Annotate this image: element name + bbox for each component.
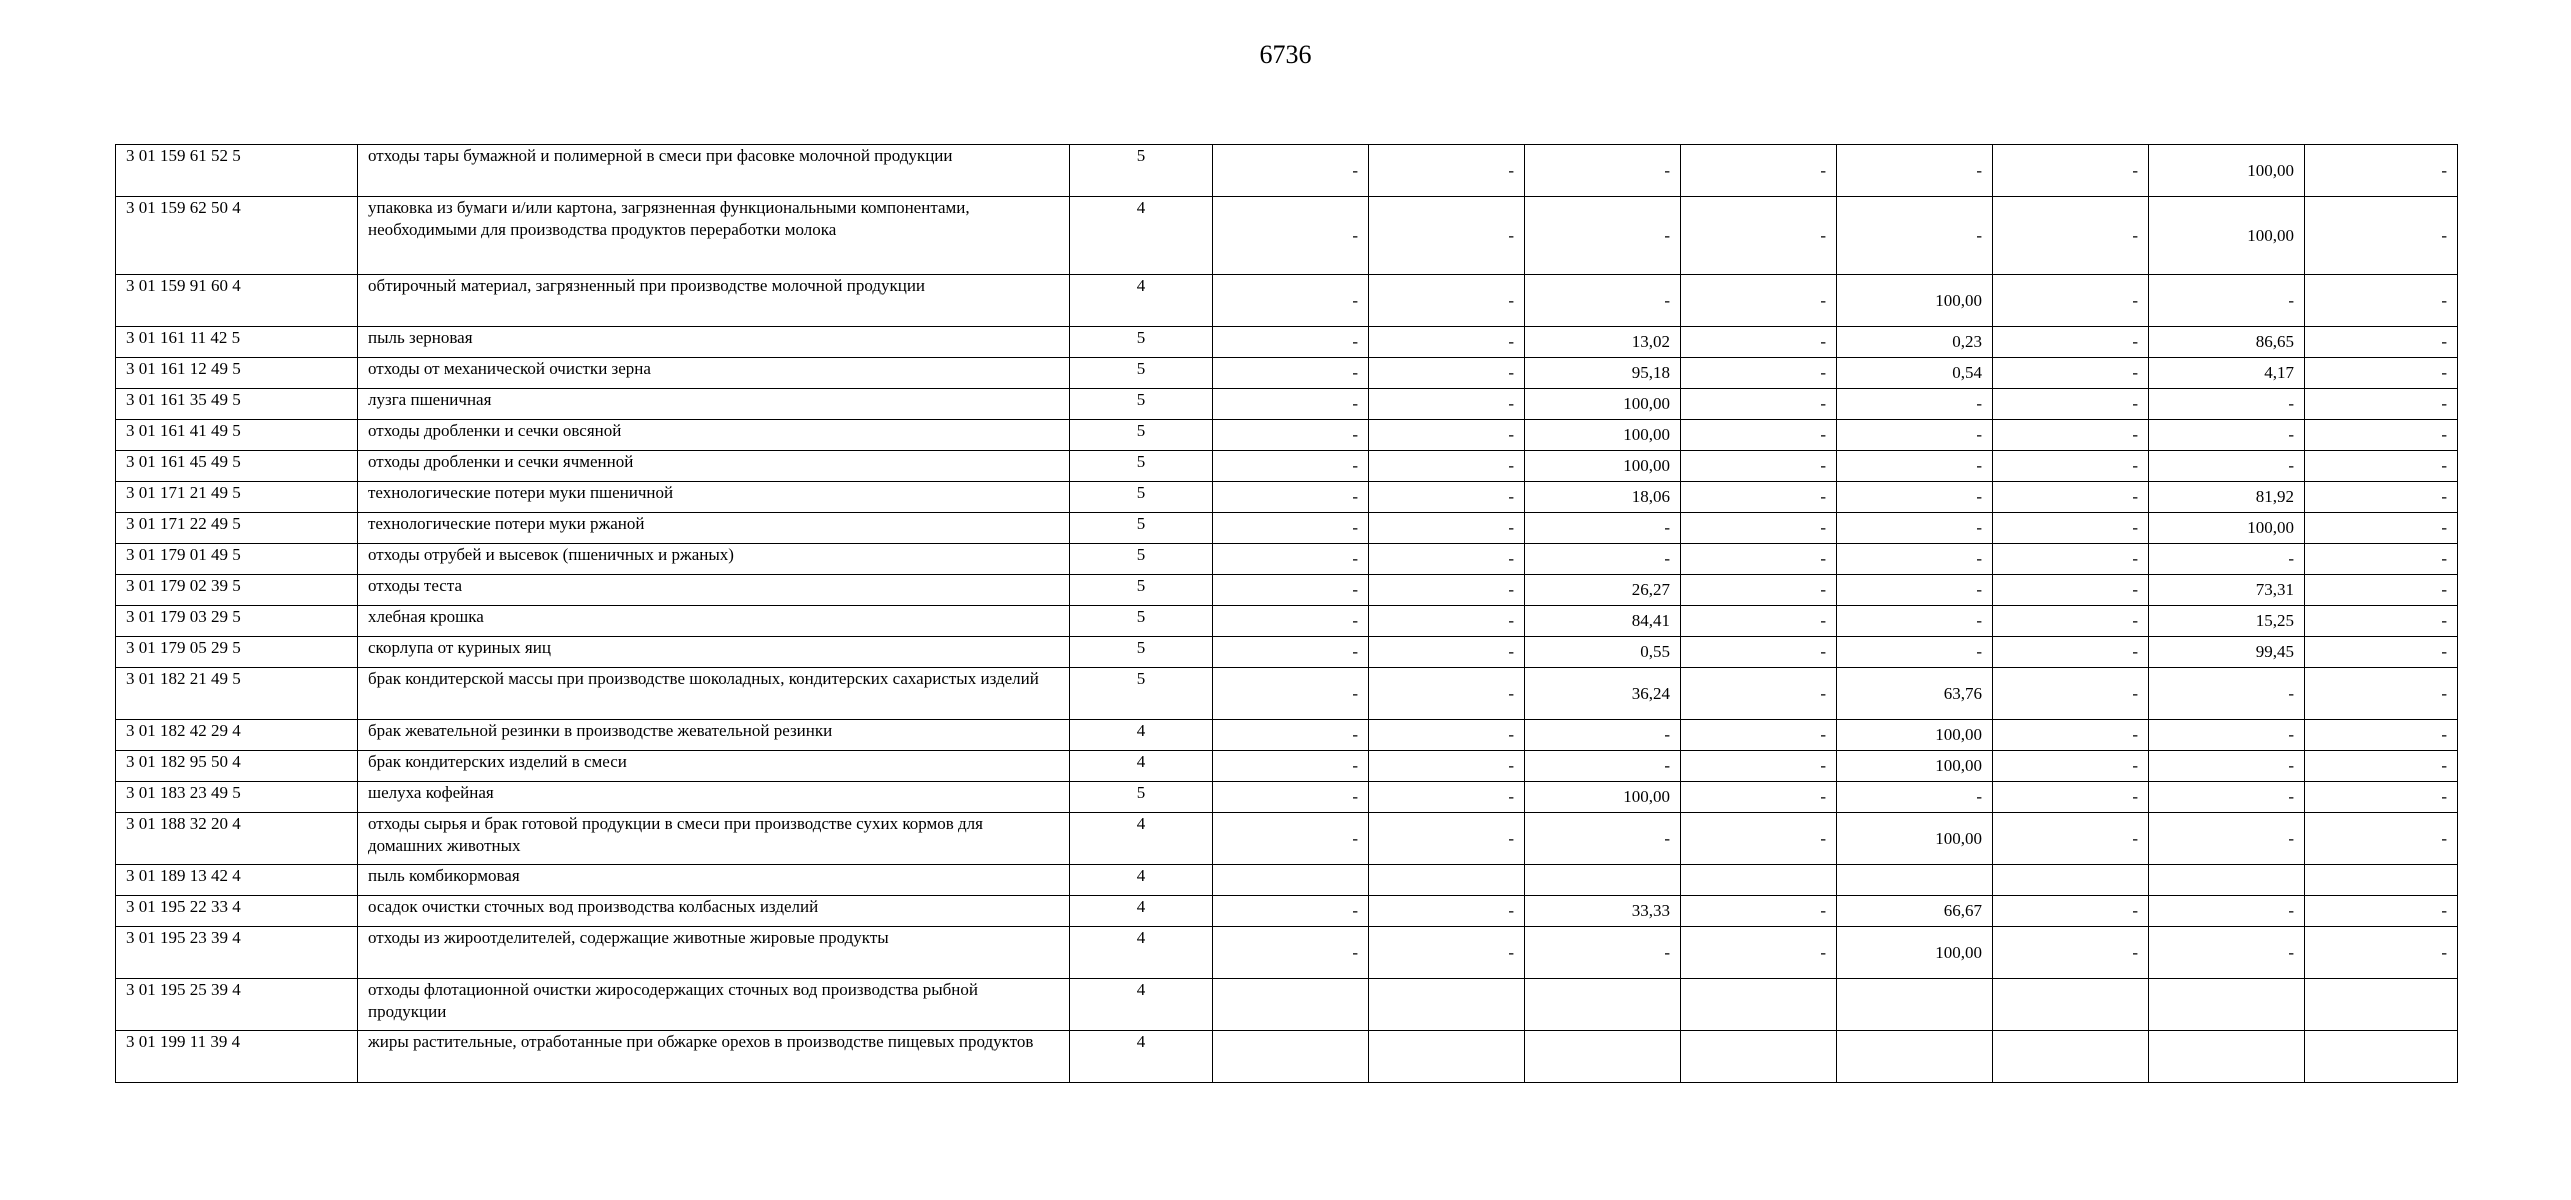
share-value-cell: - [1993, 327, 2149, 358]
share-value-cell: - [1369, 451, 1525, 482]
table-row [116, 720, 2458, 751]
share-value-cell: - [1213, 782, 1369, 813]
waste-code-cell: 3 01 189 13 42 4 [116, 865, 358, 896]
waste-code-cell: 3 01 199 11 39 4 [116, 1031, 358, 1083]
hazard-class-cell: 5 [1070, 327, 1213, 358]
waste-name-cell: отходы теста [358, 575, 1070, 606]
waste-code-cell: 3 01 179 02 39 5 [116, 575, 358, 606]
share-value-cell: - [1837, 513, 1993, 544]
table-row [116, 668, 2458, 720]
share-value-cell: - [1213, 389, 1369, 420]
share-value-cell: 100,00 [2149, 513, 2305, 544]
share-value-cell: - [1993, 275, 2149, 327]
share-value-cell: - [2305, 197, 2458, 275]
share-value-cell [1837, 979, 1993, 1031]
waste-code-cell: 3 01 188 32 20 4 [116, 813, 358, 865]
hazard-class-cell: 5 [1070, 482, 1213, 513]
share-value-cell: 100,00 [1837, 813, 1993, 865]
share-value-cell: 100,00 [1525, 389, 1681, 420]
hazard-class-cell: 5 [1070, 668, 1213, 720]
share-value-cell: 26,27 [1525, 575, 1681, 606]
table-row [116, 389, 2458, 420]
share-value-cell [1369, 979, 1525, 1031]
table-row [116, 544, 2458, 575]
table-row [116, 327, 2458, 358]
share-value-cell: - [1681, 575, 1837, 606]
share-value-cell: - [1993, 668, 2149, 720]
waste-name-cell: пыль зерновая [358, 327, 1070, 358]
share-value-cell: - [1681, 896, 1837, 927]
share-value-cell: - [1213, 197, 1369, 275]
waste-name-cell: шелуха кофейная [358, 782, 1070, 813]
share-value-cell: - [1369, 197, 1525, 275]
share-value-cell: - [1837, 637, 1993, 668]
waste-code-cell: 3 01 182 21 49 5 [116, 668, 358, 720]
share-value-cell: 33,33 [1525, 896, 1681, 927]
share-value-cell: - [2149, 275, 2305, 327]
share-value-cell: 13,02 [1525, 327, 1681, 358]
share-value-cell: 18,06 [1525, 482, 1681, 513]
hazard-class-cell: 4 [1070, 751, 1213, 782]
waste-code-cell: 3 01 161 35 49 5 [116, 389, 358, 420]
share-value-cell: - [1369, 782, 1525, 813]
share-value-cell [2305, 979, 2458, 1031]
share-value-cell: - [2305, 751, 2458, 782]
waste-name-cell: брак жевательной резинки в производстве жевательной резинки [358, 720, 1070, 751]
share-value-cell: 95,18 [1525, 358, 1681, 389]
share-value-cell: - [2149, 751, 2305, 782]
table-row [116, 606, 2458, 637]
share-value-cell [1681, 979, 1837, 1031]
waste-code-cell: 3 01 159 91 60 4 [116, 275, 358, 327]
hazard-class-cell: 4 [1070, 927, 1213, 979]
table-row [116, 275, 2458, 327]
table-body [116, 145, 2458, 1083]
waste-name-cell: жиры растительные, отработанные при обжарке орехов в производстве пищевых продуктов [358, 1031, 1070, 1083]
share-value-cell: - [1213, 637, 1369, 668]
share-value-cell: 86,65 [2149, 327, 2305, 358]
share-value-cell: - [1993, 358, 2149, 389]
share-value-cell: - [1369, 145, 1525, 197]
share-value-cell: 15,25 [2149, 606, 2305, 637]
share-value-cell: - [1681, 275, 1837, 327]
share-value-cell [1993, 1031, 2149, 1083]
share-value-cell: - [1213, 813, 1369, 865]
waste-code-cell: 3 01 159 61 52 5 [116, 145, 358, 197]
table-row [116, 197, 2458, 275]
share-value-cell: - [1369, 389, 1525, 420]
share-value-cell: - [1993, 575, 2149, 606]
share-value-cell [1369, 1031, 1525, 1083]
share-value-cell: - [1837, 544, 1993, 575]
share-value-cell [1993, 865, 2149, 896]
share-value-cell: - [1213, 275, 1369, 327]
waste-name-cell: отходы дробленки и сечки овсяной [358, 420, 1070, 451]
share-value-cell: - [1213, 482, 1369, 513]
share-value-cell [1837, 865, 1993, 896]
share-value-cell: 66,67 [1837, 896, 1993, 927]
share-value-cell: - [1213, 720, 1369, 751]
share-value-cell: - [2305, 145, 2458, 197]
waste-name-cell: отходы отрубей и высевок (пшеничных и ржаных) [358, 544, 1070, 575]
waste-code-cell: 3 01 161 12 49 5 [116, 358, 358, 389]
share-value-cell: - [1993, 544, 2149, 575]
share-value-cell: - [1369, 420, 1525, 451]
share-value-cell: - [1993, 420, 2149, 451]
share-value-cell: 0,54 [1837, 358, 1993, 389]
share-value-cell: - [2305, 720, 2458, 751]
share-value-cell: - [1213, 606, 1369, 637]
waste-name-cell: обтирочный материал, загрязненный при производстве молочной продукции [358, 275, 1070, 327]
waste-name-cell: технологические потери муки пшеничной [358, 482, 1070, 513]
share-value-cell: 81,92 [2149, 482, 2305, 513]
waste-name-cell: отходы флотационной очистки жиросодержащих сточных вод производства рыбной продукции [358, 979, 1070, 1031]
waste-code-cell: 3 01 171 22 49 5 [116, 513, 358, 544]
share-value-cell [2149, 979, 2305, 1031]
share-value-cell: - [1837, 389, 1993, 420]
share-value-cell: - [1213, 896, 1369, 927]
share-value-cell [2149, 865, 2305, 896]
share-value-cell: 100,00 [1837, 275, 1993, 327]
waste-name-cell: отходы тары бумажной и полимерной в смеси при фасовке молочной продукции [358, 145, 1070, 197]
share-value-cell: - [1213, 575, 1369, 606]
share-value-cell: - [2305, 513, 2458, 544]
share-value-cell: 73,31 [2149, 575, 2305, 606]
waste-name-cell: осадок очистки сточных вод производства колбасных изделий [358, 896, 1070, 927]
share-value-cell: - [2305, 275, 2458, 327]
share-value-cell: - [2149, 420, 2305, 451]
share-value-cell: - [1213, 145, 1369, 197]
waste-code-cell: 3 01 195 25 39 4 [116, 979, 358, 1031]
waste-name-cell: лузга пшеничная [358, 389, 1070, 420]
share-value-cell: - [2305, 896, 2458, 927]
share-value-cell: - [1993, 813, 2149, 865]
share-value-cell: - [2305, 482, 2458, 513]
share-value-cell: - [1681, 513, 1837, 544]
share-value-cell: - [1213, 751, 1369, 782]
share-value-cell: - [2305, 420, 2458, 451]
table-row [116, 358, 2458, 389]
share-value-cell: 100,00 [1837, 751, 1993, 782]
share-value-cell: - [1993, 637, 2149, 668]
share-value-cell: - [1369, 513, 1525, 544]
table-row [116, 482, 2458, 513]
hazard-class-cell: 5 [1070, 145, 1213, 197]
share-value-cell: - [1369, 720, 1525, 751]
share-value-cell: - [1681, 197, 1837, 275]
hazard-class-cell: 4 [1070, 865, 1213, 896]
share-value-cell: - [1681, 813, 1837, 865]
share-value-cell: - [1993, 145, 2149, 197]
share-value-cell [1993, 979, 2149, 1031]
share-value-cell: - [2305, 544, 2458, 575]
share-value-cell: - [1837, 197, 1993, 275]
share-value-cell: 100,00 [2149, 145, 2305, 197]
share-value-cell: - [2305, 606, 2458, 637]
waste-name-cell: отходы от механической очистки зерна [358, 358, 1070, 389]
share-value-cell: - [1369, 482, 1525, 513]
share-value-cell: - [1213, 327, 1369, 358]
share-value-cell: - [2149, 927, 2305, 979]
hazard-class-cell: 5 [1070, 451, 1213, 482]
table-row [116, 751, 2458, 782]
share-value-cell: - [1993, 606, 2149, 637]
hazard-class-cell: 5 [1070, 544, 1213, 575]
hazard-class-cell: 4 [1070, 813, 1213, 865]
share-value-cell [2305, 865, 2458, 896]
share-value-cell [1837, 1031, 1993, 1083]
share-value-cell: - [1213, 358, 1369, 389]
share-value-cell: - [1369, 896, 1525, 927]
share-value-cell: 84,41 [1525, 606, 1681, 637]
share-value-cell: - [1525, 720, 1681, 751]
share-value-cell: - [1681, 720, 1837, 751]
share-value-cell: 63,76 [1837, 668, 1993, 720]
waste-name-cell: хлебная крошка [358, 606, 1070, 637]
share-value-cell: - [1993, 927, 2149, 979]
share-value-cell [1525, 865, 1681, 896]
share-value-cell: - [1993, 720, 2149, 751]
hazard-class-cell: 4 [1070, 720, 1213, 751]
share-value-cell: - [1213, 513, 1369, 544]
share-value-cell: - [1993, 482, 2149, 513]
share-value-cell: - [2149, 720, 2305, 751]
share-value-cell: - [1681, 606, 1837, 637]
share-value-cell: - [2305, 327, 2458, 358]
share-value-cell: - [1213, 451, 1369, 482]
share-value-cell: - [1369, 275, 1525, 327]
share-value-cell: - [1681, 327, 1837, 358]
hazard-class-cell: 5 [1070, 513, 1213, 544]
share-value-cell: - [2149, 668, 2305, 720]
share-value-cell: - [1525, 813, 1681, 865]
share-value-cell: - [1837, 145, 1993, 197]
table-row [116, 637, 2458, 668]
share-value-cell: - [1993, 751, 2149, 782]
hazard-class-cell: 4 [1070, 979, 1213, 1031]
waste-code-cell: 3 01 183 23 49 5 [116, 782, 358, 813]
hazard-class-cell: 5 [1070, 420, 1213, 451]
share-value-cell: - [1369, 544, 1525, 575]
share-value-cell: 100,00 [1525, 420, 1681, 451]
waste-name-cell: упаковка из бумаги и/или картона, загрязненная функциональными компонентами, необходимыми для производства продуктов переработки молока [358, 197, 1070, 275]
table-row [116, 451, 2458, 482]
share-value-cell: - [2305, 813, 2458, 865]
share-value-cell: - [1525, 513, 1681, 544]
waste-name-cell: брак кондитерской массы при производстве шоколадных, кондитерских сахаристых изделий [358, 668, 1070, 720]
share-value-cell [2149, 1031, 2305, 1083]
share-value-cell: 4,17 [2149, 358, 2305, 389]
hazard-class-cell: 5 [1070, 358, 1213, 389]
share-value-cell: - [1681, 544, 1837, 575]
share-value-cell: - [1369, 668, 1525, 720]
hazard-class-cell: 4 [1070, 896, 1213, 927]
share-value-cell: - [2149, 389, 2305, 420]
share-value-cell: - [1369, 327, 1525, 358]
share-value-cell: - [1369, 606, 1525, 637]
share-value-cell: - [1525, 751, 1681, 782]
share-value-cell: 0,23 [1837, 327, 1993, 358]
share-value-cell: - [1681, 751, 1837, 782]
share-value-cell: - [2149, 451, 2305, 482]
share-value-cell: - [1993, 451, 2149, 482]
share-value-cell: - [1525, 275, 1681, 327]
share-value-cell: - [1681, 358, 1837, 389]
share-value-cell: - [2305, 389, 2458, 420]
share-value-cell [1681, 1031, 1837, 1083]
table-row [116, 813, 2458, 865]
share-value-cell [1213, 865, 1369, 896]
share-value-cell: - [1213, 544, 1369, 575]
waste-code-cell: 3 01 171 21 49 5 [116, 482, 358, 513]
hazard-class-cell: 4 [1070, 1031, 1213, 1083]
share-value-cell: - [1837, 420, 1993, 451]
share-value-cell: - [1681, 482, 1837, 513]
page-number: 6736 [1259, 40, 1312, 69]
waste-name-cell: отходы сырья и брак готовой продукции в смеси при производстве сухих кормов для домашних животных [358, 813, 1070, 865]
waste-code-cell: 3 01 179 01 49 5 [116, 544, 358, 575]
share-value-cell: - [1681, 389, 1837, 420]
hazard-class-cell: 5 [1070, 606, 1213, 637]
share-value-cell: 100,00 [1837, 927, 1993, 979]
share-value-cell [1681, 865, 1837, 896]
waste-name-cell: пыль комбикормовая [358, 865, 1070, 896]
share-value-cell: - [1681, 782, 1837, 813]
waste-name-cell: технологические потери муки ржаной [358, 513, 1070, 544]
share-value-cell: - [1369, 927, 1525, 979]
table-row [116, 513, 2458, 544]
share-value-cell: - [2305, 782, 2458, 813]
share-value-cell: - [1213, 927, 1369, 979]
share-value-cell: - [2149, 544, 2305, 575]
share-value-cell: - [2149, 813, 2305, 865]
waste-code-cell: 3 01 161 41 49 5 [116, 420, 358, 451]
hazard-class-cell: 4 [1070, 275, 1213, 327]
share-value-cell: 100,00 [2149, 197, 2305, 275]
hazard-class-cell: 5 [1070, 637, 1213, 668]
table-row [116, 420, 2458, 451]
table-row [116, 896, 2458, 927]
table-row [116, 575, 2458, 606]
share-value-cell: - [1837, 606, 1993, 637]
share-value-cell: - [1837, 482, 1993, 513]
share-value-cell: 36,24 [1525, 668, 1681, 720]
share-value-cell [1525, 1031, 1681, 1083]
share-value-cell: - [1993, 197, 2149, 275]
waste-code-cell: 3 01 179 05 29 5 [116, 637, 358, 668]
share-value-cell: - [1993, 513, 2149, 544]
share-value-cell: - [1525, 145, 1681, 197]
table-row [116, 865, 2458, 896]
table-row [116, 927, 2458, 979]
share-value-cell [2305, 1031, 2458, 1083]
hazard-class-cell: 5 [1070, 575, 1213, 606]
table-row [116, 782, 2458, 813]
share-value-cell: - [2149, 896, 2305, 927]
share-value-cell: - [1837, 575, 1993, 606]
share-value-cell: 99,45 [2149, 637, 2305, 668]
share-value-cell: - [1525, 197, 1681, 275]
hazard-class-cell: 4 [1070, 197, 1213, 275]
share-value-cell: - [1525, 927, 1681, 979]
waste-code-cell: 3 01 182 95 50 4 [116, 751, 358, 782]
waste-code-cell: 3 01 161 45 49 5 [116, 451, 358, 482]
share-value-cell: - [1993, 782, 2149, 813]
share-value-cell: - [1213, 420, 1369, 451]
share-value-cell: - [2305, 927, 2458, 979]
waste-code-cell: 3 01 179 03 29 5 [116, 606, 358, 637]
share-value-cell: - [1681, 451, 1837, 482]
waste-code-cell: 3 01 159 62 50 4 [116, 197, 358, 275]
share-value-cell: - [1525, 544, 1681, 575]
waste-code-cell: 3 01 195 23 39 4 [116, 927, 358, 979]
share-value-cell: - [1837, 451, 1993, 482]
share-value-cell: - [1369, 575, 1525, 606]
share-value-cell: - [2149, 782, 2305, 813]
share-value-cell: - [1681, 145, 1837, 197]
share-value-cell: 0,55 [1525, 637, 1681, 668]
share-value-cell: - [2305, 637, 2458, 668]
share-value-cell: - [1369, 813, 1525, 865]
share-value-cell: - [1993, 389, 2149, 420]
waste-name-cell: отходы дробленки и сечки ячменной [358, 451, 1070, 482]
share-value-cell: - [1681, 637, 1837, 668]
waste-code-cell: 3 01 161 11 42 5 [116, 327, 358, 358]
share-value-cell: - [2305, 451, 2458, 482]
table-row [116, 1031, 2458, 1083]
share-value-cell: - [1993, 896, 2149, 927]
share-value-cell: - [2305, 668, 2458, 720]
share-value-cell: - [1837, 782, 1993, 813]
waste-table [115, 144, 2458, 1083]
table-row [116, 145, 2458, 197]
share-value-cell: - [1681, 927, 1837, 979]
waste-code-cell: 3 01 182 42 29 4 [116, 720, 358, 751]
share-value-cell: - [1213, 668, 1369, 720]
share-value-cell [1213, 979, 1369, 1031]
waste-code-cell: 3 01 195 22 33 4 [116, 896, 358, 927]
waste-name-cell: брак кондитерских изделий в смеси [358, 751, 1070, 782]
share-value-cell: - [1369, 358, 1525, 389]
share-value-cell: - [1369, 751, 1525, 782]
share-value-cell: - [1369, 637, 1525, 668]
share-value-cell [1213, 1031, 1369, 1083]
waste-name-cell: отходы из жироотделителей, содержащие животные жировые продукты [358, 927, 1070, 979]
share-value-cell [1369, 865, 1525, 896]
share-value-cell [1525, 979, 1681, 1031]
share-value-cell: - [1681, 420, 1837, 451]
table-row [116, 979, 2458, 1031]
share-value-cell: - [1681, 668, 1837, 720]
share-value-cell: 100,00 [1525, 782, 1681, 813]
share-value-cell: 100,00 [1837, 720, 1993, 751]
waste-name-cell: скорлупа от куриных яиц [358, 637, 1070, 668]
share-value-cell: 100,00 [1525, 451, 1681, 482]
share-value-cell: - [2305, 575, 2458, 606]
hazard-class-cell: 5 [1070, 389, 1213, 420]
share-value-cell: - [2305, 358, 2458, 389]
hazard-class-cell: 5 [1070, 782, 1213, 813]
